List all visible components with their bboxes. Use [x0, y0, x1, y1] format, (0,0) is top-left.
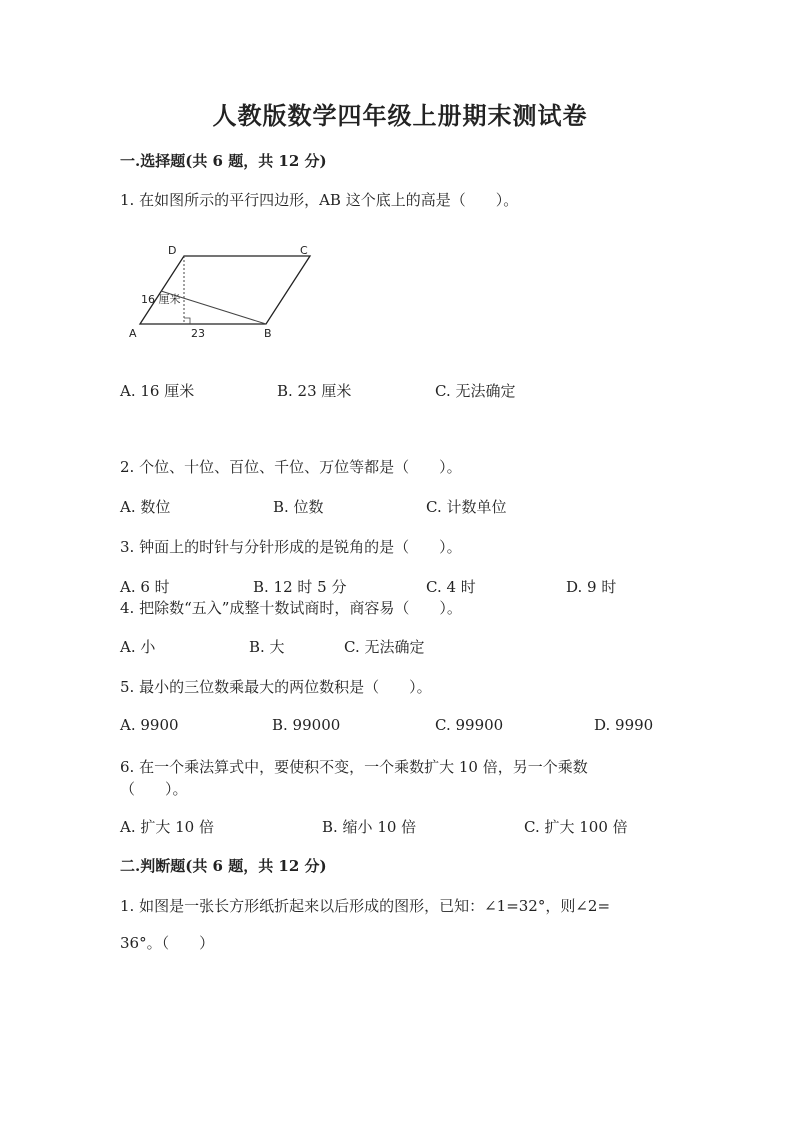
page-title: 人教版数学四年级上册期末测试卷 — [212, 101, 588, 130]
q4-option-c: C. 无法确定 — [344, 638, 425, 656]
question-3-text: 3. 钟面上的时针与分针形成的是锐角的是（ ）。 — [120, 538, 462, 556]
q6-option-a: A. 扩大 10 倍 — [120, 818, 214, 836]
q3-option-b: B. 12 时 5 分 — [253, 578, 347, 596]
base-label: 23 — [191, 327, 205, 340]
tf-question-1-text-line-1: 1. 如图是一张长方形纸折起来以后形成的图形，已知：∠1=32°，则∠2= — [120, 897, 611, 915]
vertex-d-label: D — [168, 244, 177, 257]
q2-option-c: C. 计数单位 — [426, 498, 507, 516]
question-2-text: 2. 个位、十位、百位、千位、万位等都是（ ）。 — [120, 458, 462, 476]
vertex-c-label: C — [300, 244, 308, 257]
question-5-text: 5. 最小的三位数乘最大的两位数积是（ ）。 — [120, 678, 432, 696]
q6-option-b: B. 缩小 10 倍 — [322, 818, 417, 836]
section-heading-true-false: 二.判断题(共 6 题，共 12 分) — [120, 857, 327, 875]
q2-option-b: B. 位数 — [273, 498, 324, 516]
parallelogram-shape — [140, 256, 310, 324]
q3-option-d: D. 9 时 — [566, 578, 617, 596]
vertex-b-label: B — [264, 327, 272, 340]
q1-option-c: C. 无法确定 — [435, 382, 516, 400]
q4-option-a: A. 小 — [120, 638, 156, 656]
q2-option-a: A. 数位 — [120, 498, 171, 516]
tf-question-1-text-line-2: 36°。（ ） — [120, 934, 215, 952]
question-1-text: 1. 在如图所示的平行四边形，AB 这个底上的高是（ ）。 — [120, 191, 519, 209]
q5-option-d: D. 9990 — [594, 716, 654, 734]
q1-option-a: A. 16 厘米 — [120, 382, 195, 400]
q1-option-b: B. 23 厘米 — [277, 382, 352, 400]
q5-option-a: A. 9900 — [120, 716, 179, 734]
vertex-a-label: A — [129, 327, 137, 340]
q6-option-c: C. 扩大 100 倍 — [524, 818, 628, 836]
q3-option-c: C. 4 时 — [426, 578, 476, 596]
q3-option-a: A. 6 时 — [120, 578, 170, 596]
right-angle-mark — [184, 318, 190, 324]
height-label: 16 厘米 — [141, 293, 181, 306]
section-heading-choice: 一.选择题(共 6 题，共 12 分) — [120, 152, 327, 170]
question-6-text-line-2: （ ）。 — [120, 780, 188, 798]
q5-option-c: C. 99900 — [435, 716, 504, 734]
q4-option-b: B. 大 — [249, 638, 285, 656]
q5-option-b: B. 99000 — [272, 716, 341, 734]
parallelogram-figure — [128, 240, 328, 346]
question-6-text-line-1: 6. 在一个乘法算式中，要使积不变，一个乘数扩大 10 倍，另一个乘数 — [120, 758, 588, 776]
question-4-text: 4. 把除数“五入”成整十数试商时，商容易（ ）。 — [120, 599, 462, 617]
